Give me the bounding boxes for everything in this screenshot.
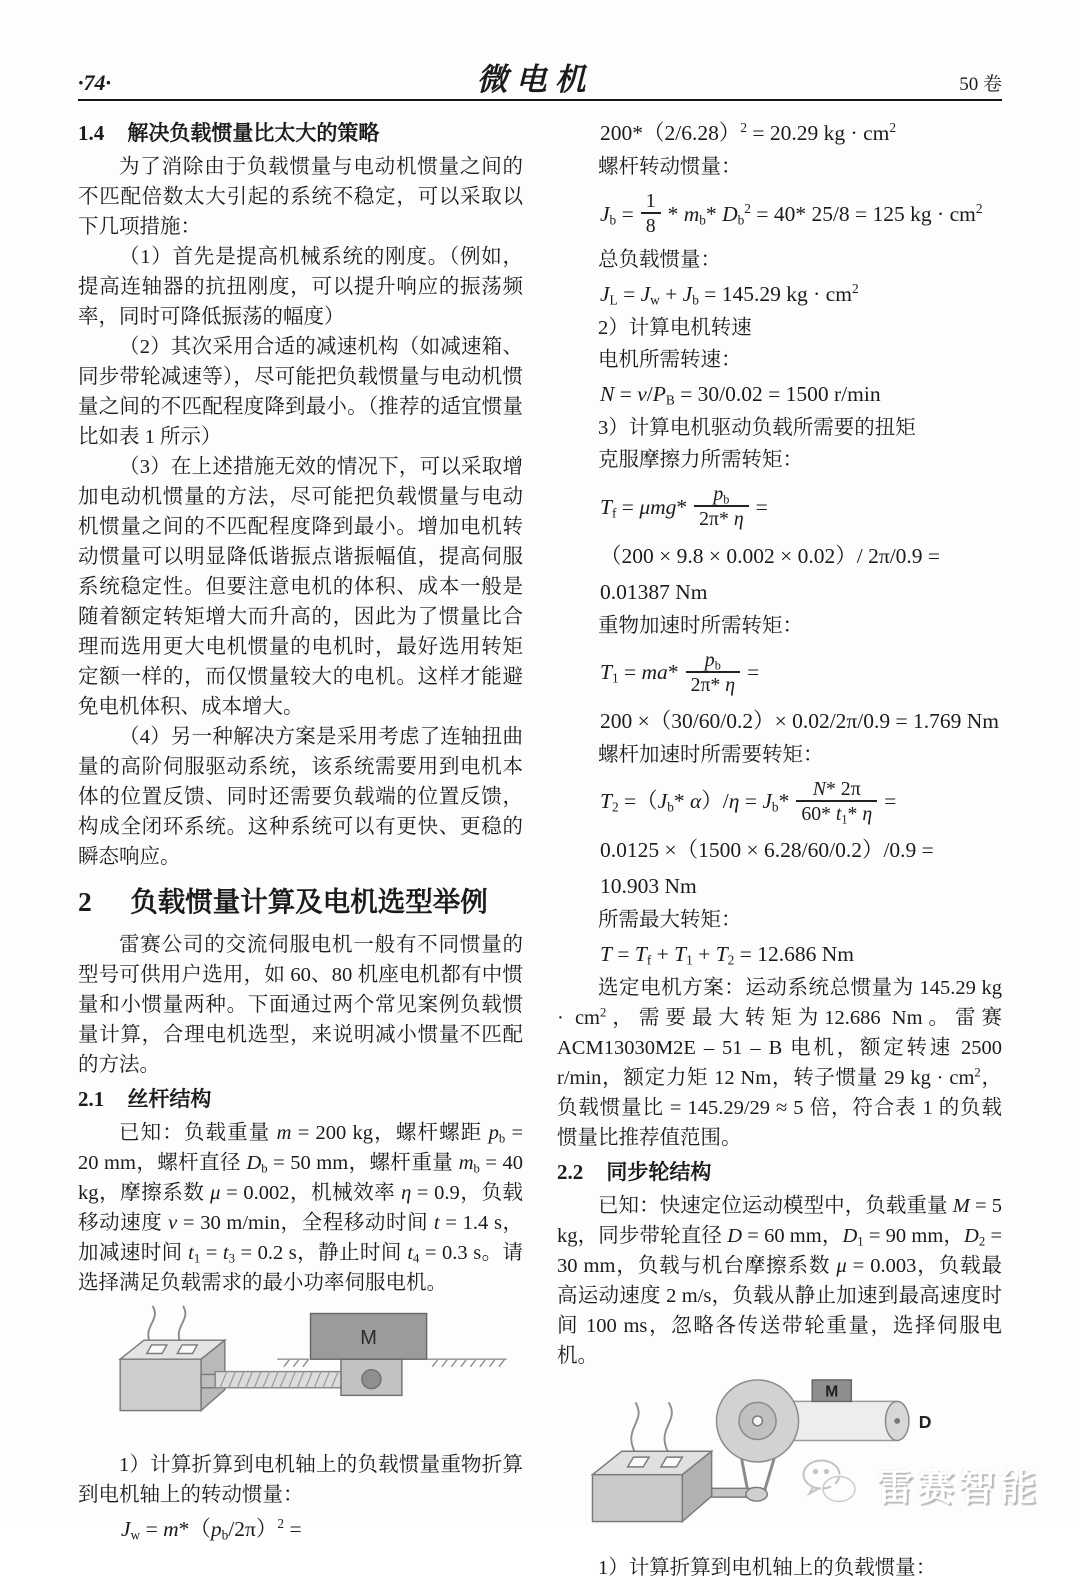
label-screw-inertia: 螺杆转动惯量： (598, 156, 742, 178)
motor-cables (631, 1403, 672, 1454)
label-mass-accel-torque: 重物加速时所需转矩： (598, 614, 803, 637)
drive-pulley (716, 1380, 798, 1462)
section-title: 解决负载惯量比太大的策略 (127, 121, 380, 145)
paragraph-section-2: 雷赛公司的交流伺服电机一般有不同惯量的型号可供用户选用，如 60、80 机座电机都有中惯量和小惯量两种。下面通过两个常见案例负载惯量计算，合理电机选型，来说明减小惯量不匹配的方法。 (78, 934, 523, 1076)
screw-drive-diagram (91, 1304, 511, 1442)
motor-pulley (711, 1487, 767, 1501)
roller-diameter-label: D (918, 1411, 931, 1432)
page-number: ·74· (78, 70, 111, 95)
section-title: 同步轮结构 (606, 1160, 712, 1185)
label-screw-accel-torque: 螺杆加速时所需要转矩： (598, 743, 824, 766)
section-title: 丝杆结构 (127, 1087, 212, 1111)
watermark-text: 雷赛智能 (876, 1467, 1040, 1508)
formula-t1-calc: 200 ×（30/60/0.2）× 0.02/2π/0.9 = 1.769 Nm (600, 708, 999, 733)
formula-jb (557, 190, 1002, 237)
section-number: 2.1 (78, 1087, 105, 1111)
load-label: M (359, 1326, 377, 1349)
watermark (798, 1457, 1040, 1511)
step-2-speed: 2）计算电机转速 (598, 317, 752, 340)
formula-part: $T_1 = ma*$ (600, 660, 679, 686)
formula-tf (557, 483, 1002, 530)
formula-t1 (557, 649, 1002, 696)
section-2-heading (78, 884, 523, 920)
header-rule (78, 99, 1002, 101)
formula-part: $T_2 =(J_b*$ $\alpha)/\eta = J_b*$ (600, 789, 790, 816)
label-friction-torque: 克服摩擦力所需转矩： (598, 449, 803, 472)
volume-number: 50 卷 (959, 74, 1002, 95)
left-column (78, 114, 523, 1583)
paragraph-motor-selection: 选定电机方案：运动系统总惯量为 145.29 kg · $cm^2$，需要最大转矩为12.686 Nm。雷赛 ACM13030M2E – 51 – B 电机，额定转速 2500 r/min，额定力矩 12 Nm，转子惯量 29 kg · $cm^2$，负载惯量比 = 145.29/29 ≈ 5 倍，符合表 1 的负载惯量比推荐值范围。 (557, 977, 1003, 1150)
paragraph-known-screw: 已知：负载重量 m = 200 kg，螺杆螺距 $p_b = 20$ mm，螺杆直径 $D_b = 50$ mm，螺杆重量 $m_b = 40$ kg，摩擦系数 μ = 0.002，机械效率 η = 0.9，负载移动速度 v = 30 m/min，全程移动时间 t = 1.4 s，加减速时间 $t_1 = t_3 = 0.2$ s，静止时间 $t_4 = 0.3$ s。请选择满足负载需求的最小功率伺服电机。 (78, 1122, 524, 1294)
formula-tf-result: 0.01387 Nm (600, 579, 708, 604)
label-max-torque: 所需最大转矩： (598, 909, 742, 932)
fraction: $\frac{N* 2\pi}{60* t_1* \eta}$ (796, 778, 877, 825)
formula-part: = (755, 494, 768, 519)
formula-part: $T_f = \mu mg*$ (600, 494, 688, 521)
paragraph-calc-step1-belt: 1）计算折算到电机轴上的负载惯量： (598, 1557, 937, 1580)
section-number: 1.4 (78, 121, 105, 145)
journal-title: 微电机 (476, 62, 594, 97)
paragraph-intro: 为了消除由于负载惯量与电动机惯量之间的不匹配倍数太大引起的系统不稳定，可以采取以下几项措施： (78, 156, 523, 238)
carriage (340, 1359, 401, 1395)
wechat-icon (798, 1457, 864, 1511)
load-block (812, 1380, 851, 1401)
paragraph-known-belt: 已知：快速定位运动模型中，负载重量 M = 5 kg，同步带轮直径 D = 60 mm，$D_1 = 90$ mm，$D_2 = 30$ mm，负载与机台摩擦系数 μ = 0.003，负载最高运动速度 2 m/s，负载从静止加速到最高速度时间 100 ms，忽略各传送带轮重量，选择伺服电机。 (557, 1195, 1003, 1368)
running-head (78, 54, 1002, 99)
section-number: 2.2 (557, 1160, 584, 1185)
section-2-2-heading (557, 1157, 1002, 1187)
list-item-3: （3）在上述措施无效的情况下，可以采取增加电动机惯量的方法，尽可能把负载惯量与电动机惯量之间的不匹配程度降到最小。增加电机转动惯量可以明显降低谐振点谐振幅值，提高伺服系统稳定性。但要注意电机的体积、成本一般是随着额定转矩增大而升高的，因此为了惯量比合理而选用更大电机惯量的电机时，最好选用转矩定额一样的，而仅惯量较大的电机。这样才能避免电机体积、成本增大。 (78, 456, 523, 718)
motor (592, 1451, 711, 1521)
load-label: M (824, 1383, 838, 1401)
formula-t2-calc: 0.0125 ×（1500 × 6.28/60/0.2）/0.9 = (600, 838, 934, 863)
fraction: $\frac{p_b}{2\pi* \eta}$ (694, 483, 749, 530)
paragraph-calc-step1: 1）计算折算到电机轴上的负载惯量重物折算到电机轴上的转动惯量： (78, 1454, 523, 1506)
list-item-1: （1）首先是提高机械系统的刚度。（例如，提高连轴器的抗扭刚度，可以提升响应的振荡频率，同时可降低振荡的幅度） (78, 246, 523, 328)
formula-t2 (557, 778, 1002, 825)
step-3-torque: 3）计算电机驱动负载所需要的扭矩 (598, 417, 916, 440)
motor (120, 1340, 225, 1410)
formula-jw-result: $200*(2/6.28)^2 = 20.29$ kg · $cm^2$ (600, 120, 897, 145)
load-block (310, 1314, 426, 1360)
formula-jl: $J_L = J_w + J_b = 145.29$ kg · $cm^2$ (600, 281, 859, 308)
formula-jw: $J_w = m*(p_b/2\pi)^2$ = (121, 1516, 302, 1543)
label-required-speed: 电机所需转速： (598, 349, 742, 372)
right-column (557, 114, 1002, 1583)
section-title: 负载惯量计算及电机选型举例 (130, 886, 488, 917)
fraction: $\frac{p_b}{2\pi* \eta}$ (686, 649, 741, 696)
section-1-4-heading (78, 118, 523, 148)
formula-tf-calc: （200 × 9.8 × 0.002 × 0.02）/ 2π/0.9 = (600, 543, 941, 568)
formula-t2-result: 10.903 Nm (600, 874, 697, 899)
section-2-1-heading (78, 1084, 523, 1114)
coupling (201, 1374, 215, 1387)
label-total-inertia: 总负载惯量： (598, 249, 721, 272)
screw-drive-figure (78, 1304, 523, 1442)
formula-n: $N = v/P_B = 30/0.02 = 1500$ r/min (600, 382, 881, 408)
formula-part: $J_b$ = (600, 201, 634, 228)
list-item-2: （2）其次采用合适的减速机构（如减速箱、同步带轮减速等），尽可能把负载惯量与电动机惯量之间的不匹配程度降到最小。（推荐的适宜惯量比如表 1 所示） (78, 336, 523, 448)
two-column-body (78, 114, 1002, 1583)
formula-t-total: $T = T_f + T_1 + T_2 = 12.686$ Nm (600, 942, 854, 968)
section-number: 2 (78, 886, 92, 917)
fraction: $\frac{1}{8}$ (641, 190, 661, 237)
formula-part: * $m_b*$ $D_b^2 = 40*$ 25/8 = 125 kg · $cm^2$ (667, 200, 983, 228)
list-item-4: （4）另一种解决方案是采用考虑了连轴扭曲量的高阶伺服驱动系统，该系统需要用到电机本体的位置反馈、同时还需要负载端的位置反馈，构成全闭环系统。这种系统可以有更快、更稳的瞬态响应。 (78, 726, 523, 868)
formula-part: = (747, 660, 760, 685)
formula-part: = (884, 789, 897, 814)
